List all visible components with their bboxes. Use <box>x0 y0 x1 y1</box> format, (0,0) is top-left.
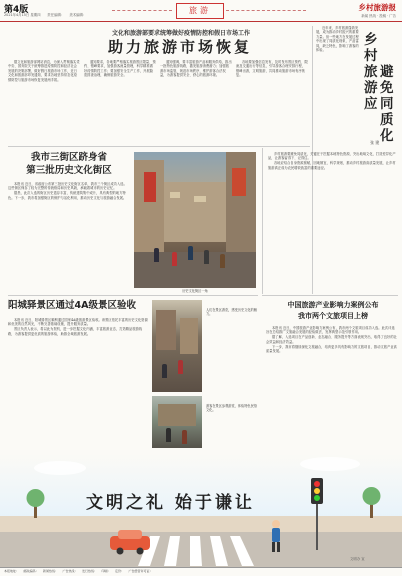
header-rule <box>0 21 402 22</box>
commentary-title-col <box>364 32 378 112</box>
title-char: 化 <box>380 128 394 144</box>
story2-title-line: 第三批历史文化街区 <box>26 165 112 176</box>
street-photo <box>134 152 256 288</box>
title-char: 旅 <box>364 64 378 80</box>
section-label: 旅游 <box>176 3 224 19</box>
story4-paragraph: 下一步，我市将继续深化文旅融合，培育更多具有影响力的文旅项目，推动文旅产业高质量发展。 <box>266 344 397 354</box>
ad-credit: 文明办 宣 <box>350 557 365 561</box>
scenic-photo-1 <box>152 300 202 392</box>
story3-paragraph: 本报讯 近日，阳城驿景区顺利通过国家4A级旅游景区验收。该景区依托丰富的历史文化资源和优美的自然风光，不断完善基础设施，提升服务质量。 <box>8 318 148 327</box>
divider <box>8 295 258 296</box>
story3-title: 阳城驿景区通过4A级景区验收 <box>8 300 136 311</box>
commentary-paragraph: 近年来，乡村旅游蓬勃发展，成为推动乡村振兴的重要力量。但一些地方在发展过程中出现了同质化现象，产品雷同，缺乏特色，影响了游客的体验。 <box>316 26 359 53</box>
lead-paragraph: 各地要加强信息发布，及时发布景区预约、限流及交通出行等信息，引导游客合理安排行程，错峰出游，文明旅游，共同推动旅游市场有序恢复。 <box>236 60 308 78</box>
title-char: 同 <box>380 96 394 112</box>
story3-body <box>8 318 148 398</box>
story2-paragraph: 本报讯 近日，省政府公布第三批历史文化街区名单，我市三个街区成功入选。这些街区保存了较为完整的传统格局和历史风貌，承载着城市的历史记忆。 <box>8 182 127 191</box>
lead-subtitle: 文化和旅游部要求统筹做好疫情防控和假日市场工作 <box>111 30 250 37</box>
story4-body <box>266 326 398 450</box>
scenic-photo-1-caption: 人们在景区游览，感受历史文化的魅力。 <box>206 308 257 317</box>
footer-text: 本报地址： 邮政编码： 新闻热线： 广告热线： 发行热线： 印刷： 定价： 广告经营许可证： <box>4 569 153 573</box>
lead-paragraph: 据文化和旅游部网站消息，为深入贯彻落实党中央、国务院关于统筹推进疫情防控和经济社会发展的决策部署，做好假日旅游市场工作，近日文化和旅游部印发通知，要求各地坚持常态化疫情防控与旅游市场恢复发展两手抓。 <box>8 60 80 82</box>
title-char: 避 <box>380 64 394 80</box>
commentary-body-top <box>316 26 360 154</box>
scenic-photo-2-caption: 游客在景区参观游览，体验特色民俗文化。 <box>206 404 257 413</box>
lead-column <box>8 60 80 144</box>
story2-title <box>10 151 128 177</box>
street-photo-caption: 历史文化街区一角 <box>182 289 208 293</box>
story4-title <box>266 300 400 322</box>
lead-column <box>236 60 308 144</box>
issue-meta: 2021年4月15日 星期四 责任编辑： 美术编辑： <box>4 13 87 17</box>
divider <box>262 295 398 296</box>
lead-paragraph: 通知强调，要丰富旅游产品和服务供给，推出一批特色旅游线路，激发旅游消费潜力；加强旅游市场监管，规范市场秩序，维护游客合法权益，为游客提供安全、舒心的旅游环境。 <box>160 60 232 78</box>
lead-paragraph: 通知要求，各地要严格落实旅游景区限量、预约、错峰要求，加强游客流量管理，科学精准做好疫情防控工作；要加强安全生产工作，开展隐患排查治理，确保旅游安全。 <box>84 60 156 78</box>
paper-name: 乡村旅游报 <box>358 3 396 12</box>
story4-paragraph: 据了解，入选项目在产品创新、业态融合、服务提升等方面表现突出，取得了良好的社会效益和经济效益。 <box>266 335 397 344</box>
commentary-paragraph: 各地应结合自身资源禀赋，因地制宜，科学规划，推动乡村旅游高质量发展，让乡村旅游真正成为农民增收致富的重要途径。 <box>268 161 396 170</box>
commentary-paragraph: 乡村旅游要避免同质化，关键在于挖掘本地特色资源，突出地域文化，打造差异化产品，让游客留得下、记得住。 <box>268 152 396 161</box>
story3-paragraph: 景区负责人表示，将以此为契机，进一步挖掘文化内涵，丰富旅游业态，打造精品旅游线路，为游客提供更优质的旅游体验，助推全域旅游发展。 <box>8 327 143 336</box>
story4-title-line: 中国旅游产业影响力案例公布 <box>287 301 379 309</box>
title-char: 应 <box>364 96 378 112</box>
commentary-title-col <box>380 64 394 144</box>
title-char: 游 <box>364 80 378 96</box>
commentary-body <box>268 152 398 292</box>
ad-slogan: 文明之礼 始于谦让 <box>86 493 255 513</box>
lead-column <box>84 60 156 144</box>
story2-title-line: 我市三街区跻身省 <box>30 152 107 163</box>
title-char: 质 <box>380 112 394 128</box>
paper-contacts: 新闻 热线 · 投稿 · 广告 <box>361 14 396 18</box>
masthead <box>0 0 402 22</box>
divider <box>226 10 306 11</box>
title-char: 免 <box>380 80 394 96</box>
commentary-author: 张 建 <box>370 140 380 145</box>
divider <box>262 148 263 294</box>
story4-paragraph: 本报讯 近日，中国旅游产业影响力案例公布，我市两个文旅项目成功入选。此次评选旨在总结推广文旅融合发展的经验做法，发挥典型示范引领作用。 <box>266 326 395 335</box>
divider <box>8 146 310 147</box>
title-char: 乡 <box>364 32 378 48</box>
lead-column <box>160 60 232 144</box>
divider <box>112 10 172 11</box>
title-char: 村 <box>364 48 378 64</box>
page-number: 第4版 <box>4 5 29 15</box>
story2-body <box>8 182 128 278</box>
lead-title: 助力旅游市场恢复 <box>107 38 252 56</box>
story2-paragraph: 据悉，此次入选的街区历史遗存丰富，传统建筑集中成片，具有典型的地方特色。下一步，我市将加强街区的保护与活化利用，推动历史文化与旅游融合发展。 <box>8 191 127 200</box>
story4-title-line: 我市两个文旅项目上榜 <box>298 312 368 320</box>
scenic-photo-2 <box>152 396 202 448</box>
